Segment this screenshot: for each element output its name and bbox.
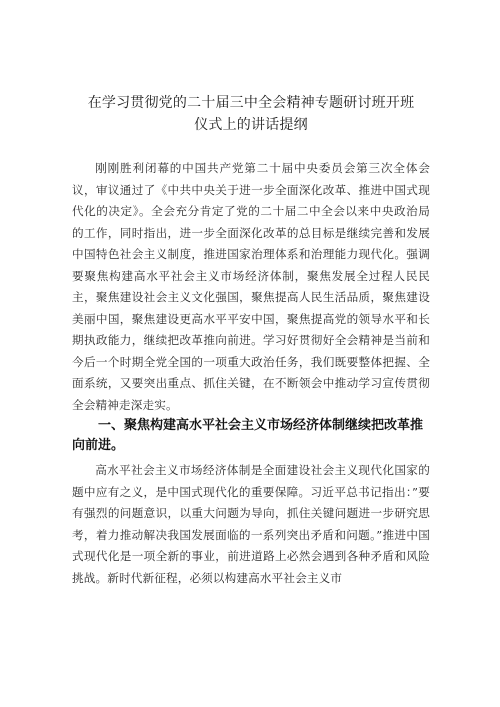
title-line-2: 仪式上的讲话提纲: [194, 117, 308, 133]
section-heading-1: 一、聚焦构建高水平社会主义市场经济体制继续把改革推向前进。: [72, 418, 424, 453]
intro-paragraph: 刚刚胜利闭幕的中国共产党第二十届中央委员会第三次全体会议，审议通过了《中共中央关于进一步全面深化改革、推进中国式现代化的决定》。全会充分肯定了党的二十届二中全会以来中央政治局的工作，同时指出，进一步全面深化改革的总目标是继续完善和发展中国特色社会主义制度，推进国家治理体系和治理能力现代化。强调要聚焦构建高水平社会主义市场经济体制，聚焦发展全过程人民民主，聚焦建设社会主义文化强国，聚焦提高人民生活品质，聚焦建设美丽中国，聚焦建设更高水平平安中国，聚焦提高党的领导水平和长期执政能力，继续把改革推向前进。学习好贯彻好全会精神是当前和今后一个时期全党全国的一项重大政治任务，我们既要整体把握、全面系统，又要突出重点、抓住关键，在不断领会中推动学习宣传贯彻全会精神走深走实。: [72, 161, 430, 412]
title-line-1: 在学习贯彻党的二十届三中全会精神专题研讨班开班: [87, 95, 415, 111]
page-title: [72, 92, 430, 136]
section-1-paragraph: 高水平社会主义市场经济体制是全面建设社会主义现代化国家的题中应有之义，是中国式现代化的重要保障。习近平总书记指出：”要有强烈的问题意识，以重大问题为导向，抓住关键问题进一步研究思考，着力推动解决我国发展面临的一系列突出矛盾和问题。”推进中国式现代化是一项全新的事业，前进道路上必然会遇到各种矛盾和风险挑战。新时代新征程，必须以构建高水平社会主义市: [72, 463, 430, 585]
